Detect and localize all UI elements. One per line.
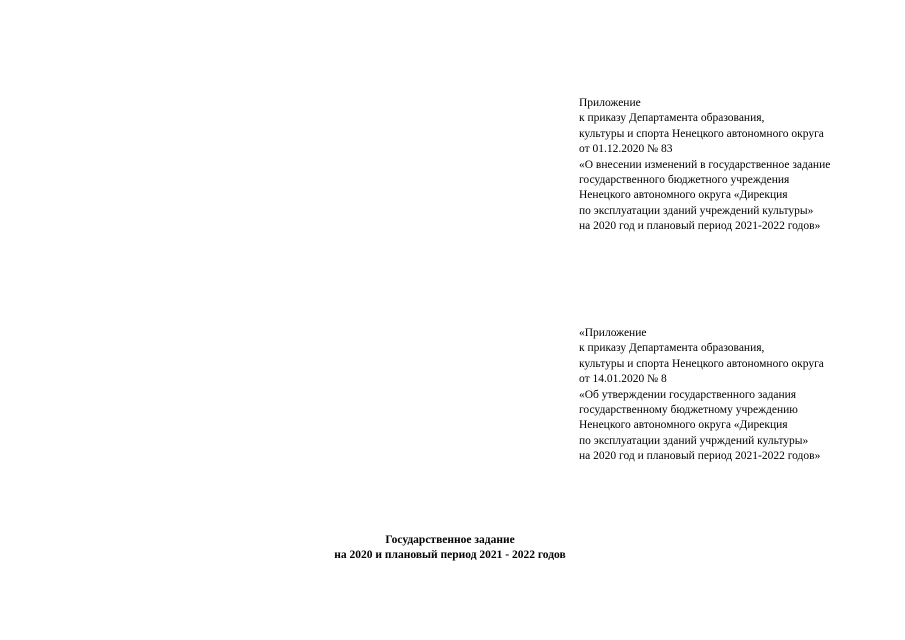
order-date-number: от 01.12.2020 № 83 bbox=[579, 143, 673, 156]
order-subject-line: государственного бюджетного учреждения bbox=[579, 174, 790, 187]
order-subject-line: Ненецкого автономного округа «Дирекция bbox=[579, 189, 788, 202]
appendix-label: Приложение bbox=[579, 97, 641, 109]
order-subject-line: «Об утверждении государственного задания bbox=[579, 388, 797, 401]
document-title-period: на 2020 и плановый период 2021 - 2022 годов bbox=[334, 549, 566, 562]
order-subject-line: по эксплуатации зданий учрждений культуры» bbox=[579, 434, 809, 447]
order-subject-line: государственному бюджетному учреждению bbox=[579, 404, 798, 417]
appendix-header-previous bbox=[579, 326, 824, 465]
department-name: культуры и спорта Ненецкого автономного округа bbox=[579, 357, 824, 370]
order-reference: к приказу Департамента образования, bbox=[579, 112, 765, 125]
department-name: культуры и спорта Ненецкого автономного округа bbox=[579, 127, 824, 140]
order-subject-line: «О внесении изменений в государственное задание bbox=[579, 158, 831, 171]
document-title bbox=[300, 533, 600, 564]
appendix-header-current bbox=[579, 96, 830, 235]
appendix-label: «Приложение bbox=[579, 327, 647, 339]
document-title-main: Государственное задание bbox=[385, 534, 515, 546]
order-subject-line: по эксплуатации зданий учреждений культуры» bbox=[579, 204, 814, 217]
order-subject-line: Ненецкого автономного округа «Дирекция bbox=[579, 419, 788, 432]
order-date-number: от 14.01.2020 № 8 bbox=[579, 373, 667, 386]
order-subject-line: на 2020 год и плановый период 2021-2022 годов» bbox=[579, 220, 821, 233]
order-reference: к приказу Департамента образования, bbox=[579, 342, 765, 355]
order-subject-line: на 2020 год и плановый период 2021-2022 годов» bbox=[579, 450, 821, 463]
